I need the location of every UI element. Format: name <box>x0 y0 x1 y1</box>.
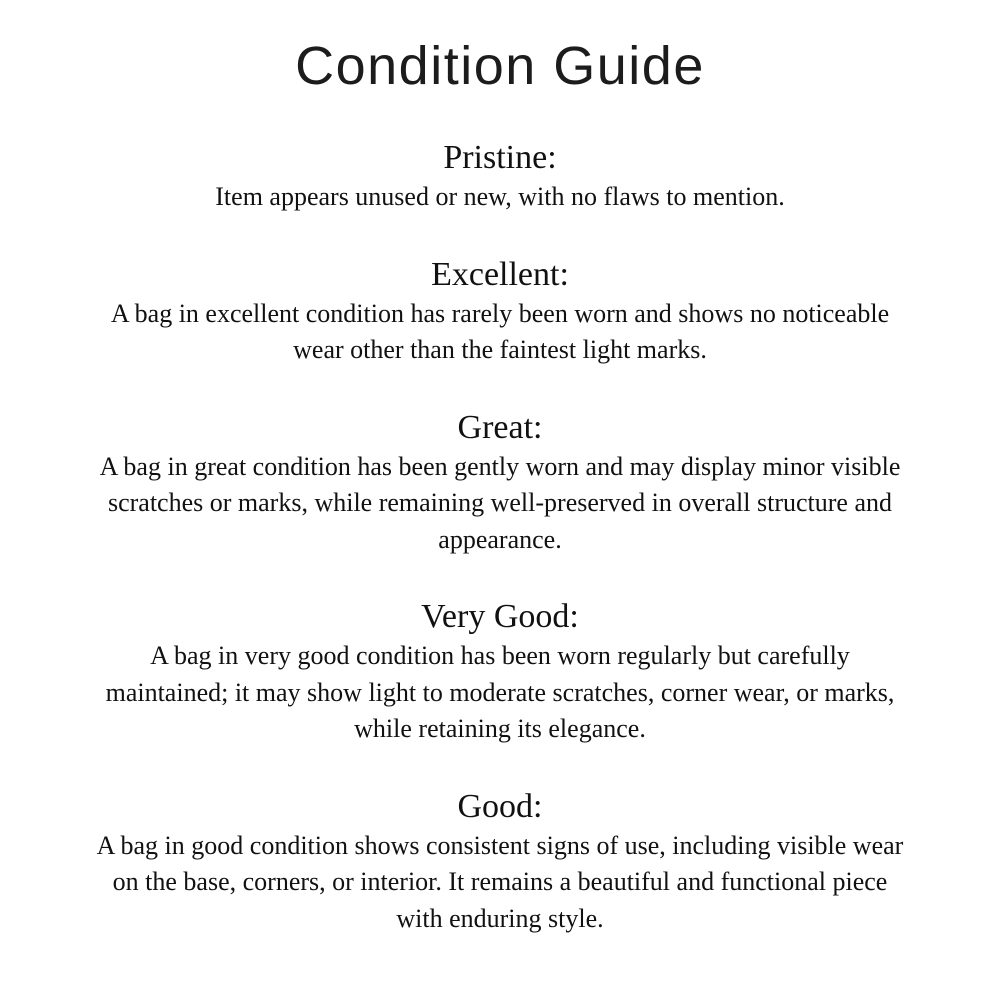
section-heading-very-good: Very Good: <box>421 598 579 635</box>
section-great <box>0 408 1000 559</box>
section-heading-good: Good: <box>457 787 543 825</box>
section-good <box>0 787 1000 938</box>
section-heading-great: Great: <box>457 408 543 446</box>
section-very-good <box>0 597 1000 748</box>
section-pristine <box>0 138 1000 216</box>
section-body-very-good: A bag in very good condition has been worn regularly but carefully maintained; it may show light to moderate scratches, corner wear, or marks, while retaining its elegance. <box>105 641 895 743</box>
section-body-pristine: Item appears unused or new, with no flaws to mention. <box>215 182 785 211</box>
section-body-great: A bag in great condition has been gently worn and may display minor visible scratches or marks, while remaining well-preserved in overall structure and appearance. <box>99 451 901 554</box>
section-body-good: A bag in good condition shows consistent signs of use, including visible wear on the base, corners, or interior. It remains a beautiful and functional piece with enduring style. <box>96 830 904 933</box>
section-excellent <box>0 255 1000 369</box>
section-heading-excellent: Excellent: <box>431 255 569 293</box>
section-body-excellent: A bag in excellent condition has rarely been worn and shows no noticeable wear other than the faintest light marks. <box>110 298 890 364</box>
page-title: Condition Guide <box>295 36 705 96</box>
section-heading-pristine: Pristine: <box>443 139 557 176</box>
